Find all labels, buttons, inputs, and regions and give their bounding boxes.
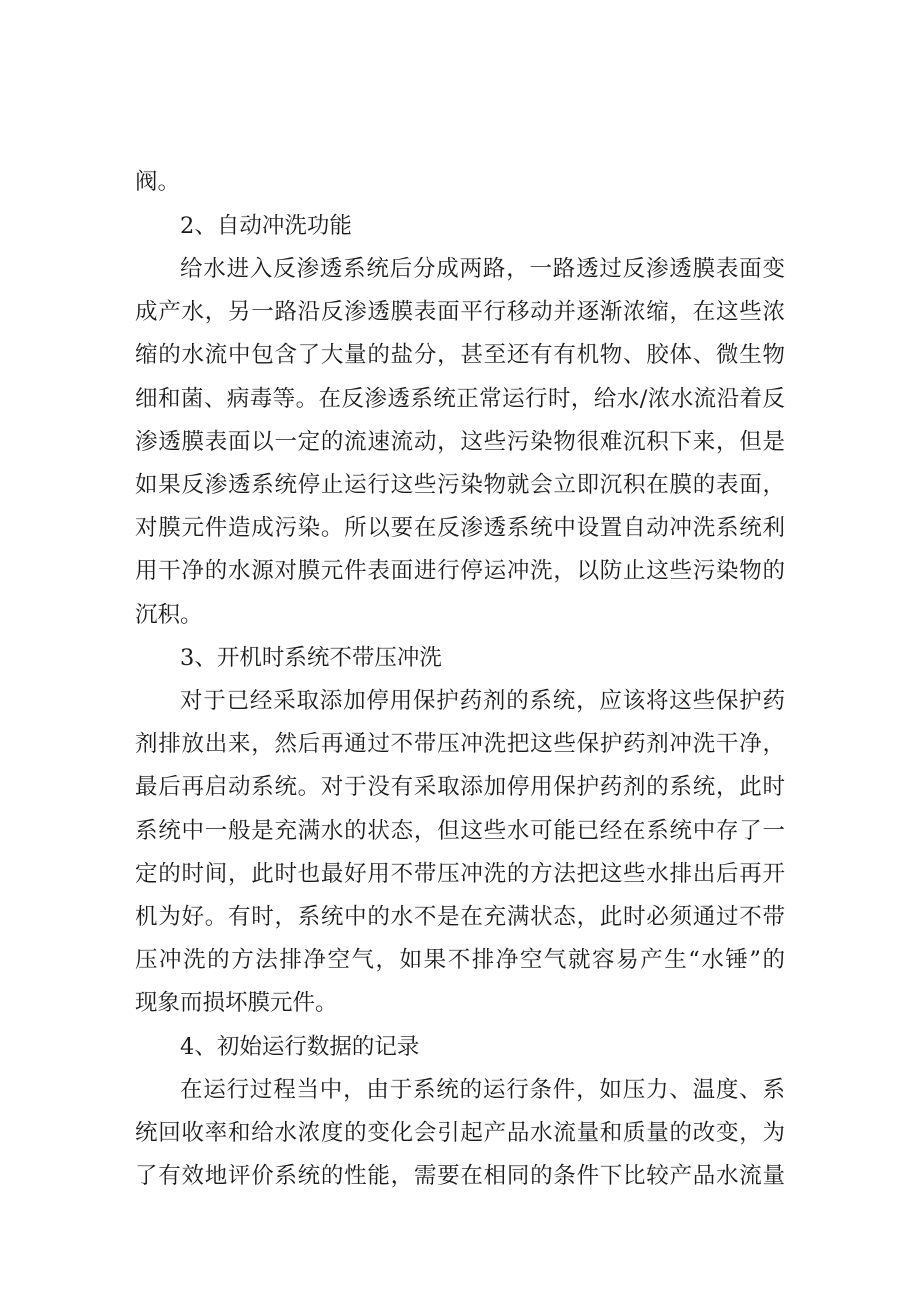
paragraph-line: 缩的水流中包含了大量的盐分，甚至还有有机物、胶体、微生物 bbox=[135, 342, 785, 368]
paragraph-line: 如果反渗透系统停止运行这些污染物就会立即沉积在膜的表面， bbox=[135, 472, 785, 498]
paragraph-line: 在运行过程当中，由于系统的运行条件，如压力、温度、系 bbox=[180, 1077, 785, 1103]
paragraph-line: 最后再启动系统。对于没有采取添加停用保护药剂的系统，此时 bbox=[135, 774, 785, 800]
paragraph-line: 成产水，另一路沿反渗透膜表面平行移动并逐渐浓缩，在这些浓 bbox=[135, 299, 785, 325]
paragraph-line: 用干净的水源对膜元件表面进行停运冲洗，以防止这些污染物的 bbox=[135, 558, 785, 584]
paragraph-line: 阀。 bbox=[135, 169, 181, 195]
paragraph-line: 统回收率和给水浓度的变化会引起产品水流量和质量的改变，为 bbox=[135, 1120, 785, 1146]
paragraph-line: 现象而损坏膜元件。 bbox=[135, 990, 338, 1016]
section-heading: 4、初始运行数据的记录 bbox=[180, 1034, 420, 1060]
paragraph-line: 对于已经采取添加停用保护药剂的系统，应该将这些保护药 bbox=[180, 688, 785, 714]
paragraph-line: 剂排放出来，然后再通过不带压冲洗把这些保护药剂冲洗干净， bbox=[135, 731, 785, 757]
paragraph-line: 细和菌、病毒等。在反渗透系统正常运行时，给水/浓水流沿着反 bbox=[135, 386, 785, 412]
paragraph-line: 对膜元件造成污染。所以要在反渗透系统中设置自动冲洗系统利 bbox=[135, 515, 785, 541]
paragraph-line: 沉积。 bbox=[135, 602, 203, 628]
paragraph-line: 机为好。有时，系统中的水不是在充满状态，此时必须通过不带 bbox=[135, 904, 785, 930]
paragraph-line: 系统中一般是充满水的状态，但这些水可能已经在系统中存了一 bbox=[135, 818, 785, 844]
paragraph-line: 定的时间，此时也最好用不带压冲洗的方法把这些水排出后再开 bbox=[135, 861, 785, 887]
paragraph-line: 渗透膜表面以一定的流速流动，这些污染物很难沉积下来，但是 bbox=[135, 429, 785, 455]
section-heading: 3、开机时系统不带压冲洗 bbox=[180, 645, 442, 671]
paragraph-line: 压冲洗的方法排净空气，如果不排净空气就容易产生“水锤”的 bbox=[135, 947, 785, 973]
paragraph-line: 给水进入反渗透系统后分成两路，一路透过反渗透膜表面变 bbox=[180, 256, 785, 282]
section-heading: 2、自动冲洗功能 bbox=[180, 213, 352, 239]
paragraph-line: 了有效地评价系统的性能，需要在相同的条件下比较产品水流量 bbox=[135, 1163, 785, 1189]
